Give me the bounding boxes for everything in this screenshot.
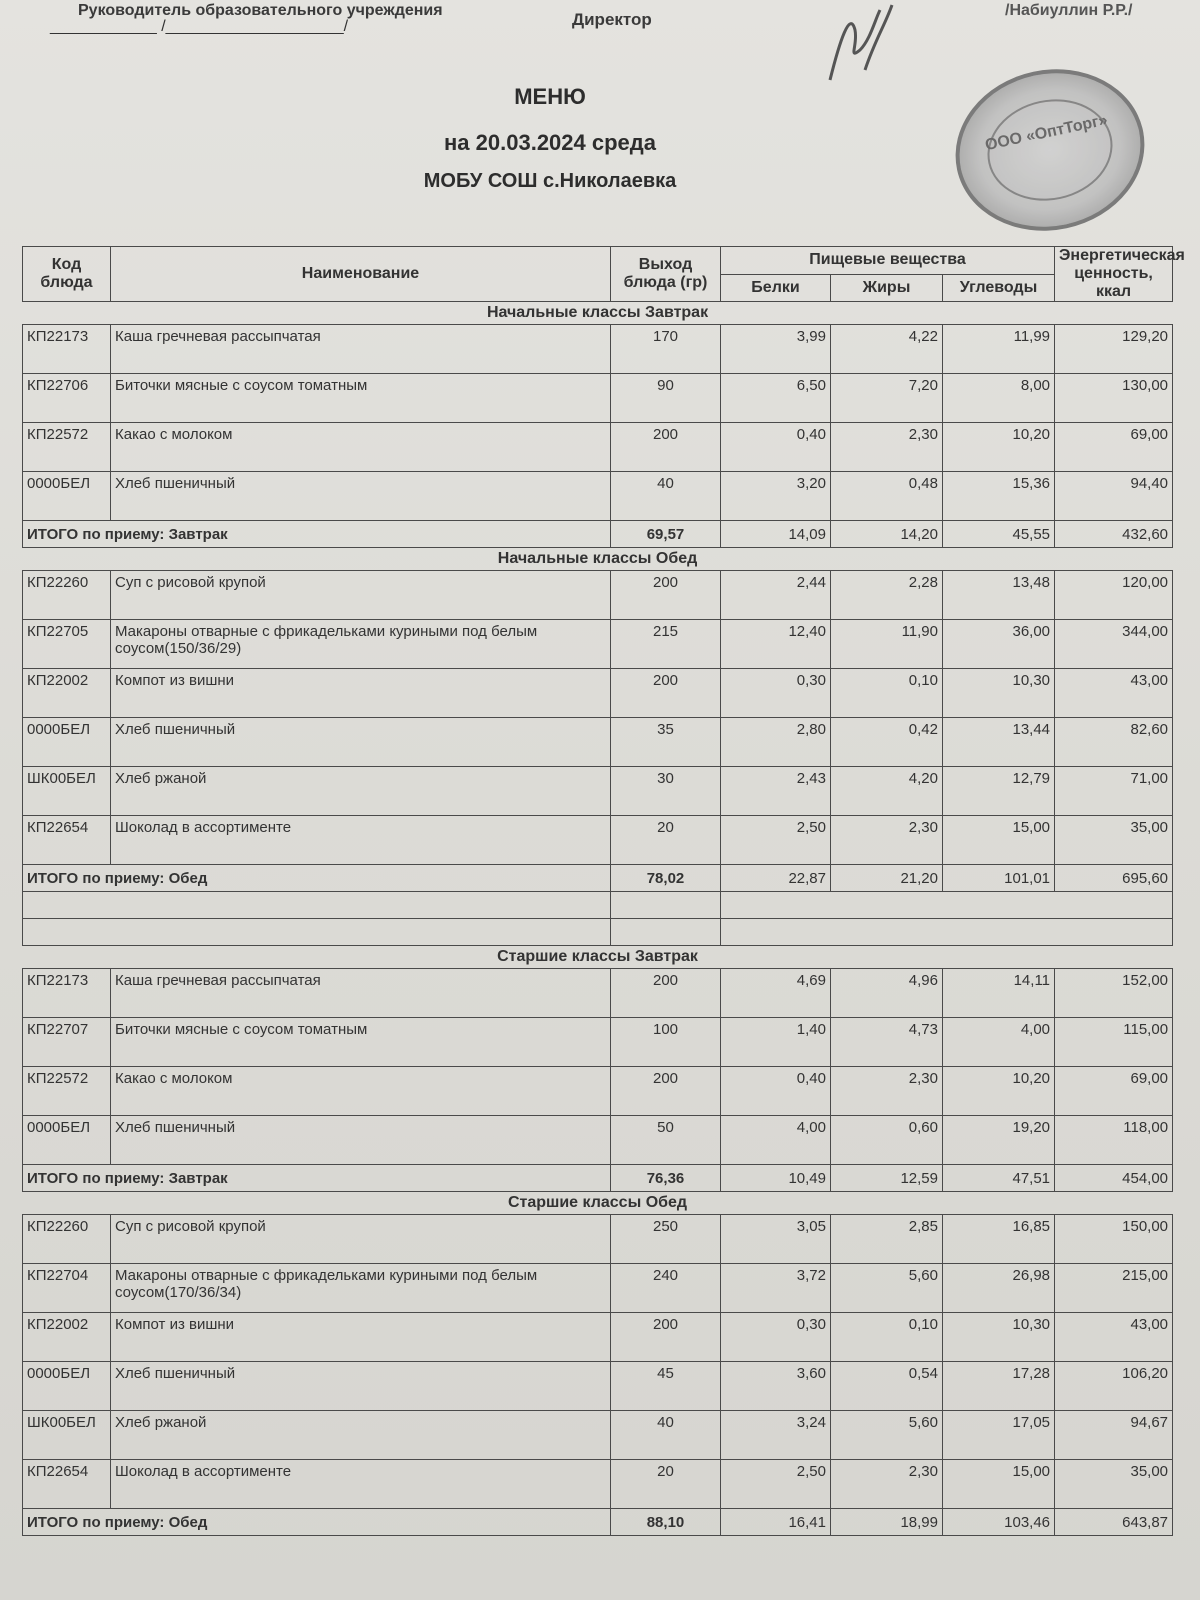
blank-cell (721, 892, 1173, 919)
dish-name: Какао с молоком (111, 1067, 611, 1116)
table-row (23, 620, 1173, 669)
total-fat: 14,20 (831, 521, 943, 548)
dish-fat: 5,60 (831, 1264, 943, 1313)
dish-protein: 3,05 (721, 1215, 831, 1264)
dish-name: Компот из вишни (111, 1313, 611, 1362)
dish-code: КП22654 (23, 816, 111, 865)
dish-energy: 150,00 (1055, 1215, 1173, 1264)
table-row (23, 1313, 1173, 1362)
dish-carbs: 19,20 (943, 1116, 1055, 1165)
head-of-institution-label: Руководитель образовательного учреждения (78, 2, 443, 19)
dish-carbs: 11,99 (943, 325, 1055, 374)
dish-fat: 4,73 (831, 1018, 943, 1067)
dish-energy: 71,00 (1055, 767, 1173, 816)
dish-carbs: 10,30 (943, 669, 1055, 718)
dish-carbs: 17,05 (943, 1411, 1055, 1460)
total-yield: 88,10 (611, 1509, 721, 1536)
total-fat: 18,99 (831, 1509, 943, 1536)
total-row (23, 521, 1173, 548)
dish-code: КП22572 (23, 1067, 111, 1116)
dish-code: 0000БЕЛ (23, 1362, 111, 1411)
dish-protein: 2,80 (721, 718, 831, 767)
handwritten-signature (820, 0, 900, 90)
dish-fat: 11,90 (831, 620, 943, 669)
dish-energy: 35,00 (1055, 816, 1173, 865)
dish-carbs: 26,98 (943, 1264, 1055, 1313)
dish-code: ШК00БЕЛ (23, 1411, 111, 1460)
dish-yield: 200 (611, 969, 721, 1018)
total-carbs: 47,51 (943, 1165, 1055, 1192)
dish-fat: 4,20 (831, 767, 943, 816)
dish-code: КП22173 (23, 969, 111, 1018)
dish-yield: 50 (611, 1116, 721, 1165)
total-yield: 76,36 (611, 1165, 721, 1192)
dish-carbs: 14,11 (943, 969, 1055, 1018)
dish-carbs: 16,85 (943, 1215, 1055, 1264)
section-header-row (23, 302, 1173, 325)
dish-energy: 344,00 (1055, 620, 1173, 669)
blank-cell (721, 919, 1173, 946)
dish-carbs: 13,48 (943, 571, 1055, 620)
dish-energy: 115,00 (1055, 1018, 1173, 1067)
dish-code: КП22002 (23, 669, 111, 718)
total-label: ИТОГО по приему: Завтрак (23, 521, 611, 548)
dish-code: КП22572 (23, 423, 111, 472)
dish-name: Суп с рисовой крупой (111, 1215, 611, 1264)
dish-energy: 43,00 (1055, 669, 1173, 718)
dish-yield: 40 (611, 1411, 721, 1460)
col-header-fat: Жиры (831, 274, 943, 302)
dish-carbs: 10,20 (943, 1067, 1055, 1116)
dish-yield: 215 (611, 620, 721, 669)
total-label: ИТОГО по приему: Обед (23, 1509, 611, 1536)
dish-fat: 5,60 (831, 1411, 943, 1460)
dish-protein: 12,40 (721, 620, 831, 669)
dish-yield: 30 (611, 767, 721, 816)
dish-yield: 20 (611, 1460, 721, 1509)
table-row (23, 374, 1173, 423)
total-yield: 78,02 (611, 865, 721, 892)
dish-carbs: 10,30 (943, 1313, 1055, 1362)
total-carbs: 103,46 (943, 1509, 1055, 1536)
dish-fat: 0,60 (831, 1116, 943, 1165)
menu-table-body (23, 302, 1173, 1536)
total-protein: 16,41 (721, 1509, 831, 1536)
table-row (23, 571, 1173, 620)
dish-energy: 130,00 (1055, 374, 1173, 423)
menu-table (22, 246, 1185, 1536)
dish-fat: 2,30 (831, 1460, 943, 1509)
total-row (23, 865, 1173, 892)
total-row (23, 1165, 1173, 1192)
dish-code: 0000БЕЛ (23, 1116, 111, 1165)
dish-fat: 2,30 (831, 1067, 943, 1116)
dish-carbs: 15,36 (943, 472, 1055, 521)
blank-row (23, 919, 1173, 946)
dish-name: Каша гречневая рассыпчатая (111, 325, 611, 374)
table-row (23, 816, 1173, 865)
dish-energy: 82,60 (1055, 718, 1173, 767)
col-header-nutrients: Пищевые вещества (721, 247, 1055, 275)
total-protein: 10,49 (721, 1165, 831, 1192)
total-fat: 12,59 (831, 1165, 943, 1192)
dish-protein: 0,40 (721, 1067, 831, 1116)
dish-yield: 35 (611, 718, 721, 767)
total-row (23, 1509, 1173, 1536)
total-fat: 21,20 (831, 865, 943, 892)
blank-cell (611, 919, 721, 946)
dish-carbs: 10,20 (943, 423, 1055, 472)
dish-protein: 0,40 (721, 423, 831, 472)
dish-energy: 69,00 (1055, 423, 1173, 472)
dish-energy: 215,00 (1055, 1264, 1173, 1313)
dish-energy: 94,67 (1055, 1411, 1173, 1460)
dish-name: Хлеб пшеничный (111, 718, 611, 767)
dish-yield: 170 (611, 325, 721, 374)
dish-code: КП22260 (23, 571, 111, 620)
section-header-row (23, 946, 1173, 969)
col-header-yield: Выход блюда (гр) (611, 247, 721, 302)
dish-carbs: 12,79 (943, 767, 1055, 816)
dish-yield: 200 (611, 1313, 721, 1362)
dish-protein: 4,69 (721, 969, 831, 1018)
col-header-carbs: Углеводы (943, 274, 1055, 302)
dish-protein: 0,30 (721, 1313, 831, 1362)
dish-name: Хлеб пшеничный (111, 472, 611, 521)
table-row (23, 1215, 1173, 1264)
dish-protein: 2,50 (721, 816, 831, 865)
dish-fat: 0,54 (831, 1362, 943, 1411)
dish-carbs: 17,28 (943, 1362, 1055, 1411)
dish-yield: 40 (611, 472, 721, 521)
dish-fat: 2,30 (831, 816, 943, 865)
dish-name: Макароны отварные с фрикадельками куриными под белым соусом(150/36/29) (111, 620, 611, 669)
dish-energy: 43,00 (1055, 1313, 1173, 1362)
section-title: Старшие классы Обед (23, 1192, 1173, 1215)
dish-energy: 129,20 (1055, 325, 1173, 374)
dish-fat: 0,48 (831, 472, 943, 521)
col-header-name: Наименование (111, 247, 611, 302)
dish-name: Макароны отварные с фрикадельками куриными под белым соусом(170/36/34) (111, 1264, 611, 1313)
table-row (23, 1116, 1173, 1165)
section-title: Старшие классы Завтрак (23, 946, 1173, 969)
dish-yield: 45 (611, 1362, 721, 1411)
total-energy: 454,00 (1055, 1165, 1173, 1192)
dish-fat: 0,10 (831, 669, 943, 718)
dish-protein: 6,50 (721, 374, 831, 423)
dish-protein: 3,24 (721, 1411, 831, 1460)
dish-protein: 3,99 (721, 325, 831, 374)
dish-name: Хлеб ржаной (111, 1411, 611, 1460)
dish-name: Суп с рисовой крупой (111, 571, 611, 620)
dish-fat: 0,10 (831, 1313, 943, 1362)
dish-energy: 118,00 (1055, 1116, 1173, 1165)
table-row (23, 472, 1173, 521)
dish-protein: 3,60 (721, 1362, 831, 1411)
total-protein: 22,87 (721, 865, 831, 892)
dish-code: КП22706 (23, 374, 111, 423)
dish-code: КП22704 (23, 1264, 111, 1313)
table-row (23, 969, 1173, 1018)
dish-protein: 3,20 (721, 472, 831, 521)
dish-code: КП22173 (23, 325, 111, 374)
table-row (23, 718, 1173, 767)
dish-code: КП22654 (23, 1460, 111, 1509)
table-row (23, 325, 1173, 374)
dish-carbs: 36,00 (943, 620, 1055, 669)
dish-yield: 20 (611, 816, 721, 865)
dish-code: ШК00БЕЛ (23, 767, 111, 816)
col-header-energy: Энергетическая ценность, ккал (1055, 247, 1173, 302)
dish-code: КП22705 (23, 620, 111, 669)
dish-energy: 35,00 (1055, 1460, 1173, 1509)
dish-yield: 240 (611, 1264, 721, 1313)
dish-name: Хлеб пшеничный (111, 1362, 611, 1411)
dish-name: Хлеб ржаной (111, 767, 611, 816)
dish-name: Биточки мясные с соусом томатным (111, 374, 611, 423)
dish-fat: 0,42 (831, 718, 943, 767)
menu-title: МЕНЮ (514, 84, 586, 109)
blank-cell (23, 919, 611, 946)
dish-code: КП22707 (23, 1018, 111, 1067)
dish-protein: 3,72 (721, 1264, 831, 1313)
total-label: ИТОГО по приему: Обед (23, 865, 611, 892)
table-row (23, 1067, 1173, 1116)
col-header-protein: Белки (721, 274, 831, 302)
table-row (23, 1018, 1173, 1067)
school-name: МОБУ СОШ с.Николаевка (423, 170, 677, 192)
director-name: /Набиуллин Р.Р./ (1005, 2, 1133, 19)
menu-date: на 20.03.2024 среда (444, 130, 656, 155)
dish-yield: 200 (611, 423, 721, 472)
dish-carbs: 8,00 (943, 374, 1055, 423)
blank-cell (23, 892, 611, 919)
total-energy: 643,87 (1055, 1509, 1173, 1536)
dish-carbs: 13,44 (943, 718, 1055, 767)
dish-name: Шоколад в ассортименте (111, 816, 611, 865)
dish-code: КП22260 (23, 1215, 111, 1264)
director-label: Директор (572, 10, 652, 29)
dish-protein: 2,43 (721, 767, 831, 816)
section-header-row (23, 1192, 1173, 1215)
table-row (23, 1411, 1173, 1460)
dish-fat: 2,28 (831, 571, 943, 620)
dish-protein: 4,00 (721, 1116, 831, 1165)
dish-fat: 4,96 (831, 969, 943, 1018)
dish-name: Каша гречневая рассыпчатая (111, 969, 611, 1018)
table-row (23, 1264, 1173, 1313)
total-label: ИТОГО по приему: Завтрак (23, 1165, 611, 1192)
signature-line: ____________ /____________________/ (50, 18, 349, 35)
table-row (23, 1362, 1173, 1411)
dish-carbs: 15,00 (943, 1460, 1055, 1509)
dish-protein: 2,50 (721, 1460, 831, 1509)
dish-name: Хлеб пшеничный (111, 1116, 611, 1165)
table-row (23, 1460, 1173, 1509)
col-header-code: Код блюда (23, 247, 111, 302)
section-title: Начальные классы Завтрак (23, 302, 1173, 325)
dish-protein: 0,30 (721, 669, 831, 718)
dish-code: 0000БЕЛ (23, 718, 111, 767)
total-protein: 14,09 (721, 521, 831, 548)
total-carbs: 45,55 (943, 521, 1055, 548)
dish-carbs: 15,00 (943, 816, 1055, 865)
total-energy: 432,60 (1055, 521, 1173, 548)
seal-text: ООО «ОптТорг» (983, 111, 1110, 155)
total-energy: 695,60 (1055, 865, 1173, 892)
dish-protein: 2,44 (721, 571, 831, 620)
section-header-row (23, 548, 1173, 571)
blank-row (23, 892, 1173, 919)
dish-yield: 100 (611, 1018, 721, 1067)
dish-energy: 106,20 (1055, 1362, 1173, 1411)
table-row (23, 423, 1173, 472)
blank-cell (611, 892, 721, 919)
total-yield: 69,57 (611, 521, 721, 548)
dish-energy: 152,00 (1055, 969, 1173, 1018)
dish-name: Биточки мясные с соусом томатным (111, 1018, 611, 1067)
total-carbs: 101,01 (943, 865, 1055, 892)
dish-energy: 94,40 (1055, 472, 1173, 521)
dish-fat: 2,85 (831, 1215, 943, 1264)
dish-name: Компот из вишни (111, 669, 611, 718)
table-row (23, 669, 1173, 718)
dish-yield: 200 (611, 571, 721, 620)
dish-code: КП22002 (23, 1313, 111, 1362)
dish-yield: 250 (611, 1215, 721, 1264)
section-title: Начальные классы Обед (23, 548, 1173, 571)
dish-code: 0000БЕЛ (23, 472, 111, 521)
dish-protein: 1,40 (721, 1018, 831, 1067)
dish-name: Шоколад в ассортименте (111, 1460, 611, 1509)
dish-energy: 69,00 (1055, 1067, 1173, 1116)
dish-yield: 90 (611, 374, 721, 423)
dish-name: Какао с молоком (111, 423, 611, 472)
table-row (23, 767, 1173, 816)
dish-fat: 2,30 (831, 423, 943, 472)
dish-yield: 200 (611, 669, 721, 718)
dish-energy: 120,00 (1055, 571, 1173, 620)
dish-fat: 7,20 (831, 374, 943, 423)
dish-yield: 200 (611, 1067, 721, 1116)
dish-carbs: 4,00 (943, 1018, 1055, 1067)
dish-fat: 4,22 (831, 325, 943, 374)
